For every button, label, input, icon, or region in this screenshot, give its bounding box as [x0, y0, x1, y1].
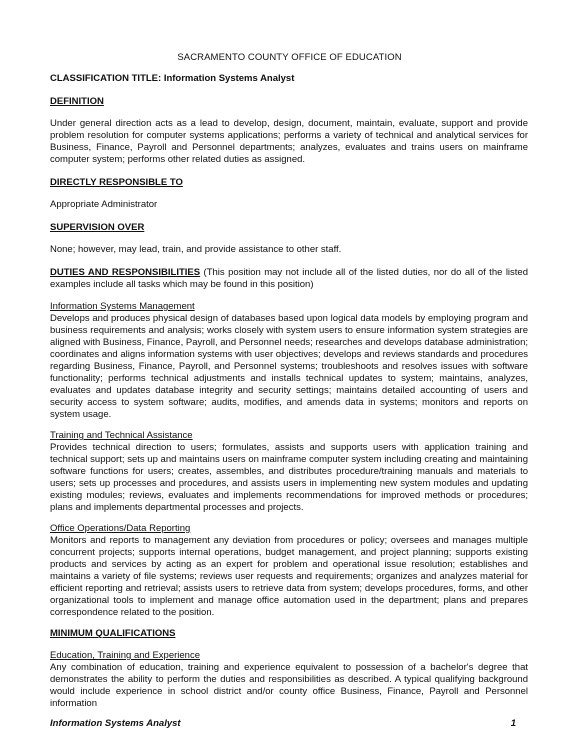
directly-responsible-text: Appropriate Administrator	[50, 199, 158, 210]
duties-heading: DUTIES AND RESPONSIBILITIES	[50, 267, 201, 278]
supervision-text: None; however, may lead, train, and provide assistance to other staff.	[50, 244, 342, 255]
footer-title: Information Systems Analyst	[50, 718, 181, 729]
section-text-information-systems-management: Develops and produces physical design of databases based upon logical data models by employing program and business requirements and analysis; works closely with system users to ensure information system strategies are aligned with Business, Finance, Payroll, and Personnel needs; researches and develops database administration; coordinates and aligns information systems with user objectives; develops and reviews standards and procedures regarding Business, Finance, Payroll, and Personnel systems; troubleshoots and resolves issues with software functionality; performs technical adjustments and installs technical updates to system; maintains, analyzes, evaluates and updates database integrity and security settings; maintains detailed accounting of users and security access to system software; audits, modifies, and amends data in systems; monitors and reports on system usage.	[50, 313, 528, 420]
directly-responsible-heading: DIRECTLY RESPONSIBLE TO	[50, 177, 183, 188]
duties-note: (This position may not include all of the listed duties, nor do all of the listed examples include all tasks which may be found in this position)	[50, 267, 528, 290]
section-text-office-operations: Monitors and reports to management any deviation from procedures or policy; oversees and manages multiple concurrent projects; supports internal operations, budget management, and project planning; supports existing products and services by acting as an expert for problem and operational issue resolution; establishes and maintains a variety of file systems; reviews user requests and requirements; organizes and analyzes material for efficient reporting and retrieval; assists users to retrieve data from system; develops procedures, forms, and other organizational tools to implement and manage office automation used in the department; plans and prepares correspondence related to the position.	[50, 535, 528, 618]
definition-text: Under general direction acts as a lead to develop, design, document, maintain, evaluate, support and provide problem resolution for computer systems applications; performs a variety of technical and analytical services for Business, Finance, Payroll and Personnel departments; analyzes, evaluates and trains users on mainframe computer system; performs other related duties as assigned.	[50, 118, 528, 165]
section-title-information-systems-management: Information Systems Management	[50, 301, 195, 312]
organization-name: SACRAMENTO COUNTY OFFICE OF EDUCATION	[177, 52, 402, 63]
education-training-experience-heading: Education, Training and Experience	[50, 650, 200, 661]
section-title-office-operations: Office Operations/Data Reporting	[50, 523, 191, 534]
duties-block	[50, 267, 528, 291]
education-training-experience-text: Any combination of education, training and experience equivalent to possession of a bachelor's degree that demonstrates the ability to perform the duties and responsibilities as described. A typical qualifying background would include experience in school district and/or county office Business, Finance, Payroll and Personnel information	[50, 662, 528, 709]
section-text-training-technical-assistance: Provides technical direction to users; formulates, assists and supports users with application training and technical support; sets up and maintains users on mainframe computer system including creating and maintaining software functions for users; creates, assembles, and distributes procedure/training manuals and materials to users; sets up processes and procedures, and assists users in implementing new system modules and updating existing modules; reviews, evaluates and implements recommendations for improved methods or procedures; plans and implements departmental processes and projects.	[50, 442, 528, 513]
classification-title: CLASSIFICATION TITLE: Information Systems Analyst	[50, 73, 295, 84]
page-number: 1	[510, 718, 516, 729]
supervision-heading: SUPERVISION OVER	[50, 222, 145, 233]
section-title-training-technical-assistance: Training and Technical Assistance	[50, 430, 193, 441]
page-footer	[50, 718, 528, 729]
minimum-qualifications-heading: MINIMUM QUALIFICATIONS	[50, 628, 176, 639]
document-body	[50, 73, 528, 719]
definition-heading: DEFINITION	[50, 96, 104, 107]
